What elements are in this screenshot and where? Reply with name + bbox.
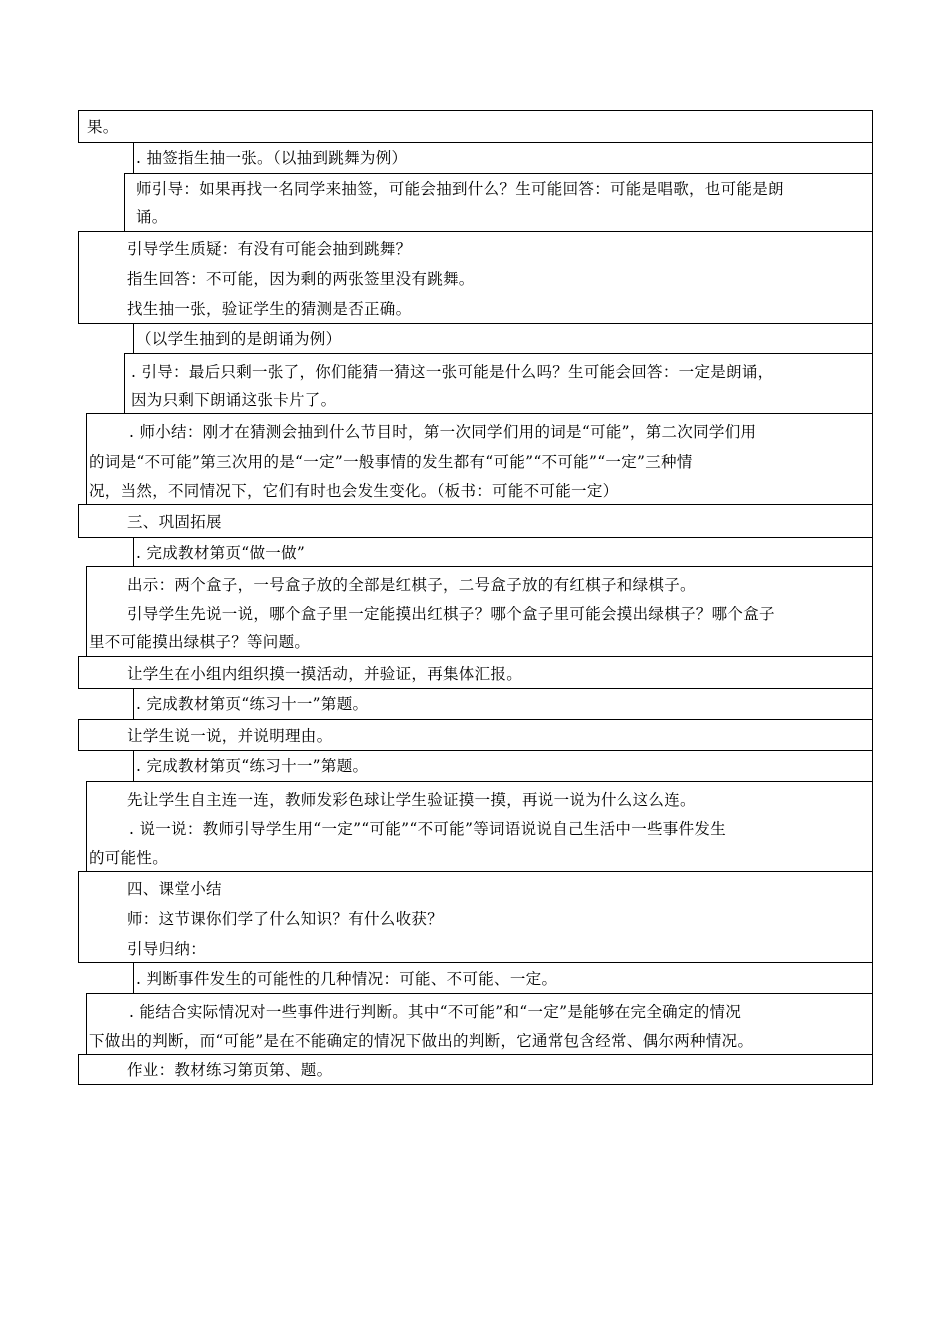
block-line: 况，当然，不同情况下，它们有时也会发生变化。（板书：可能不可能一定） bbox=[89, 482, 619, 500]
block-line: 师：这节课你们学了什么知识？有什么收获？ bbox=[127, 910, 444, 928]
block-0 bbox=[78, 110, 873, 143]
block-line: 三、巩固拓展 bbox=[127, 513, 222, 531]
block-6 bbox=[86, 413, 873, 505]
block-3 bbox=[78, 231, 873, 324]
block-line: 先让学生自主连一连，教师发彩色球让学生验证摸一摸，再说一说为什么这么连。 bbox=[127, 791, 696, 809]
block-10 bbox=[78, 656, 873, 689]
block-line: 的词是“不可能”第三次用的是“一定”一般事情的发生都有“可能”“不可能”“一定”三种情 bbox=[89, 453, 693, 471]
block-line: 指生回答：不可能，因为剩的两张签里没有跳舞。 bbox=[127, 270, 475, 288]
block-line: 让学生在小组内组织摸一摸活动，并验证，再集体汇报。 bbox=[127, 665, 523, 683]
block-7 bbox=[78, 504, 873, 538]
block-line: （以学生抽到的是朗诵为例） bbox=[136, 330, 342, 348]
block-line: 诵。 bbox=[136, 208, 168, 226]
block-line: . 说一说：教师引导学生用“一定”“可能”“不可能”等词语说说自己生活中一些事件发生 bbox=[129, 820, 727, 838]
block-line: . 抽签指生抽一张。（以抽到跳舞为例） bbox=[136, 149, 408, 167]
block-line: . 引导：最后只剩一张了，你们能猜一猜这一张可能是什么吗？生可能会回答：一定是朗诵， bbox=[131, 363, 774, 381]
block-line: 作业：教材练习第页第、题。 bbox=[127, 1061, 333, 1079]
block-line: 引导学生质疑：有没有可能会抽到跳舞？ bbox=[127, 240, 412, 258]
block-1 bbox=[133, 142, 873, 174]
block-4 bbox=[133, 323, 873, 354]
block-line: . 师小结：刚才在猜测会抽到什么节目时，第一次同学们用的词是“可能”，第二次同学们用 bbox=[129, 423, 757, 441]
block-line: 四、课堂小结 bbox=[127, 880, 222, 898]
block-line: 果。 bbox=[87, 118, 119, 136]
block-line: 下做出的判断，而“可能”是在不能确定的情况下做出的判断，它通常包含经常、偶尔两种情况。 bbox=[89, 1032, 754, 1050]
block-17 bbox=[86, 993, 873, 1055]
block-line: 找生抽一张，验证学生的猜测是否正确。 bbox=[127, 300, 412, 318]
block-line: . 判断事件发生的可能性的几种情况：可能、不可能、一定。 bbox=[136, 970, 558, 988]
block-line: 里不可能摸出绿棋子？等问题。 bbox=[89, 633, 311, 651]
block-line: 师引导：如果再找一名同学来抽签，可能会抽到什么？生可能回答：可能是唱歌，也可能是朗 bbox=[136, 180, 784, 198]
block-2 bbox=[124, 173, 873, 232]
block-5 bbox=[124, 353, 873, 414]
block-16 bbox=[133, 962, 873, 994]
block-13 bbox=[133, 750, 873, 782]
block-8 bbox=[133, 537, 873, 567]
block-line: 引导归纳： bbox=[127, 940, 207, 958]
block-line: 因为只剩下朗诵这张卡片了。 bbox=[131, 391, 337, 409]
block-14 bbox=[86, 781, 873, 872]
block-11 bbox=[133, 688, 873, 720]
block-line: . 完成教材第页“做一做” bbox=[136, 544, 306, 562]
block-line: 出示：两个盒子，一号盒子放的全部是红棋子，二号盒子放的有红棋子和绿棋子。 bbox=[127, 576, 696, 594]
block-line: 让学生说一说，并说明理由。 bbox=[127, 727, 333, 745]
block-15 bbox=[78, 871, 873, 963]
block-9 bbox=[86, 566, 873, 657]
block-18 bbox=[78, 1054, 873, 1085]
block-line: . 完成教材第页“练习十一”第题。 bbox=[136, 695, 369, 713]
block-line: . 能结合实际情况对一些事件进行判断。其中“不可能”和“一定”是能够在完全确定的情况 bbox=[129, 1003, 742, 1021]
block-line: 的可能性。 bbox=[89, 849, 169, 867]
block-line: . 完成教材第页“练习十一”第题。 bbox=[136, 757, 369, 775]
block-line: 引导学生先说一说，哪个盒子里一定能摸出红棋子？哪个盒子里可能会摸出绿棋子？哪个盒子 bbox=[127, 605, 775, 623]
block-12 bbox=[78, 719, 873, 751]
